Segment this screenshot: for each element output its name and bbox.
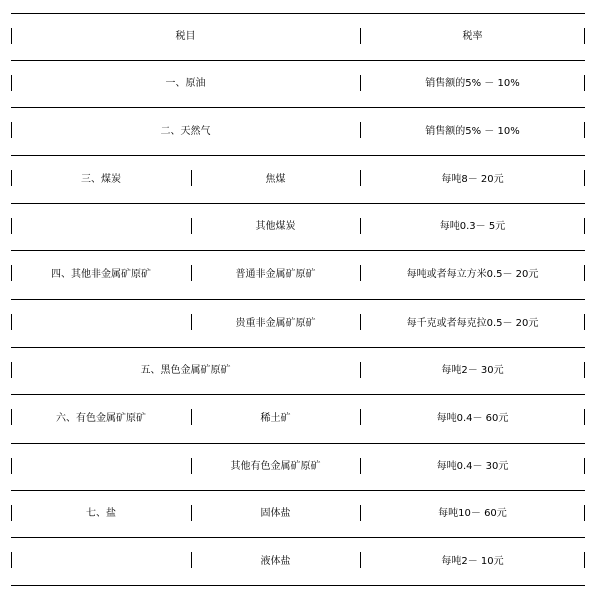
row-item: 五、黑色金属矿原矿 (140, 365, 231, 376)
row-category (11, 300, 191, 347)
tax-table (11, 13, 585, 586)
header-item: 税目 (175, 31, 196, 42)
row-subitem: 焦煤 (265, 173, 286, 185)
table-row (11, 443, 585, 490)
row-subitem: 其他有色金属矿原矿 (230, 461, 321, 472)
row-rate: 每吨8－ 20元 (441, 173, 504, 185)
row-category: 六、有色金属矿原矿 (56, 413, 146, 424)
table-row (11, 155, 585, 203)
row-rate: 每吨0.3－ 5元 (439, 221, 506, 232)
row-rate: 每千克或者每克拉0.5－ 20元 (406, 317, 539, 329)
table-row (11, 347, 585, 394)
row-category (11, 538, 191, 585)
row-rate: 每吨或者每立方米0.5－ 20元 (406, 269, 539, 280)
row-category (11, 444, 191, 490)
table-row (11, 490, 585, 537)
row-rate: 每吨2－ 30元 (441, 365, 504, 376)
row-rate: 销售额的5% － 10% (425, 125, 520, 137)
table-row (11, 107, 585, 155)
row-subitem: 稀土矿 (260, 413, 291, 424)
row-category: 七、盐 (86, 508, 116, 519)
row-item: 一、原油 (165, 78, 206, 89)
row-subitem: 普通非金属矿原矿 (235, 269, 316, 280)
row-subitem: 其他煤炭 (255, 221, 296, 232)
row-rate: 每吨0.4－ 60元 (436, 413, 509, 424)
row-rate: 每吨10－ 60元 (438, 508, 507, 519)
row-subitem: 贵重非金属矿原矿 (235, 317, 316, 329)
row-item: 二、天然气 (160, 125, 211, 137)
row-subitem: 液体盐 (260, 555, 291, 567)
table-row (11, 203, 585, 250)
row-category: 四、其他非金属矿原矿 (51, 269, 151, 280)
table-row (11, 537, 585, 586)
row-category (11, 204, 191, 250)
table-row (11, 60, 585, 107)
row-subitem: 固体盐 (260, 508, 291, 519)
table-row (11, 250, 585, 299)
row-rate: 每吨0.4－ 30元 (436, 461, 509, 472)
table-row (11, 299, 585, 347)
table-header-row (11, 13, 585, 60)
row-rate: 每吨2－ 10元 (441, 555, 504, 567)
row-rate: 销售额的5% － 10% (425, 78, 520, 89)
table-row (11, 394, 585, 443)
header-rate: 税率 (462, 31, 483, 42)
row-category: 三、煤炭 (81, 173, 121, 185)
